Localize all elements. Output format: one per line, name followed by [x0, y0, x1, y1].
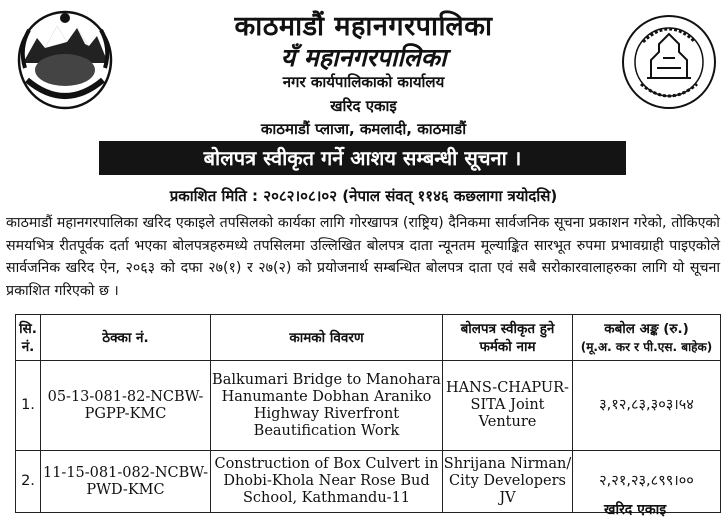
header-amount: कबोल अङ्क (रु.): [604, 320, 689, 337]
notice-title: बोलपत्र स्वीकृत गर्ने आशय सम्बन्धी सूचना ।: [99, 141, 626, 175]
row-description: Construction of Box Culvert in Dhobi-Khola Near Rose Bud School, Kathmandu-11: [211, 451, 443, 513]
header-amount-cell: [573, 315, 721, 361]
footer-signature: खरिद एकाइ: [604, 502, 667, 518]
row-firm: HANS-CHAPUR-SITA Joint Venture: [443, 361, 573, 451]
header-amount-note: (मू.अ. कर र पी.एस. बाहेक): [580, 339, 713, 354]
office-address: काठमाडौं प्लाजा, कमलादी, काठमाडौं: [260, 120, 467, 138]
row-description: Balkumari Bridge to Manohara Hanumante Dobhan Araniko Highway Riverfront Beautification Work: [211, 361, 443, 451]
contract-table: [15, 314, 721, 513]
row-contract: 05-13-081-82-NCBW-PGPP-KMC: [41, 361, 211, 451]
org-title: काठमाडौं महानगरपालिका: [234, 11, 493, 42]
row-contract: 11-15-081-082-NCBW-PWD-KMC: [41, 451, 211, 513]
row-sn: 1.: [16, 361, 41, 451]
header-sn: सि. नं.: [16, 315, 41, 361]
published-date: प्रकाशित मिति : २०८२।०८।०२ (नेपाल संवत् ११४६ कछलागा त्रयोदसि): [169, 187, 558, 205]
row-amount: ३,१२,८३,३०३।५४: [573, 361, 721, 451]
header-firm: बोलपत्र स्वीकृत हुने फर्मको नाम: [443, 315, 573, 361]
table-header-row: [16, 315, 721, 361]
header-contract: ठेक्का नं.: [41, 315, 211, 361]
table-row: [16, 361, 721, 451]
office-name: नगर कार्यपालिकाको कार्यालय: [282, 73, 445, 91]
unit-name: खरिद एकाइ: [330, 97, 397, 115]
row-amount: २,२१,२३,८९९।००: [573, 451, 721, 513]
org-subtitle: यँ महानगरपालिका: [280, 43, 447, 72]
header-description: कामको विवरण: [211, 315, 443, 361]
notice-body: काठमाडौं महानगरपालिका खरिद एकाइले तपसिलको कार्यका लागि गोरखापत्र (राष्ट्रिय) दैनिकमा सार्वजनिक सूचना प्रकाशन गरेको, तोकिएको समयभित्र रीतपूर्वक दर्ता भएका बोलपत्रहरुमध्ये तपसिलमा उल्लिखित बोलपत्र दाता न्यूनतम मूल्याङ्कित सारभूत रुपमा प्रभावग्राही पाइएकोले सार्वजनिक खरिद ऐन, २०६३ को दफा २७(१) र २७(२) को प्रयोजनार्थ सम्बन्धित बोलपत्र दाता एवं सबै सरोकारवालाहरुका लागि यो सूचना प्रकाशित गरिएको छ ।: [6, 215, 720, 299]
row-firm: Shrijana Nirman/ City Developers JV: [443, 451, 573, 513]
row-sn: 2.: [16, 451, 41, 513]
